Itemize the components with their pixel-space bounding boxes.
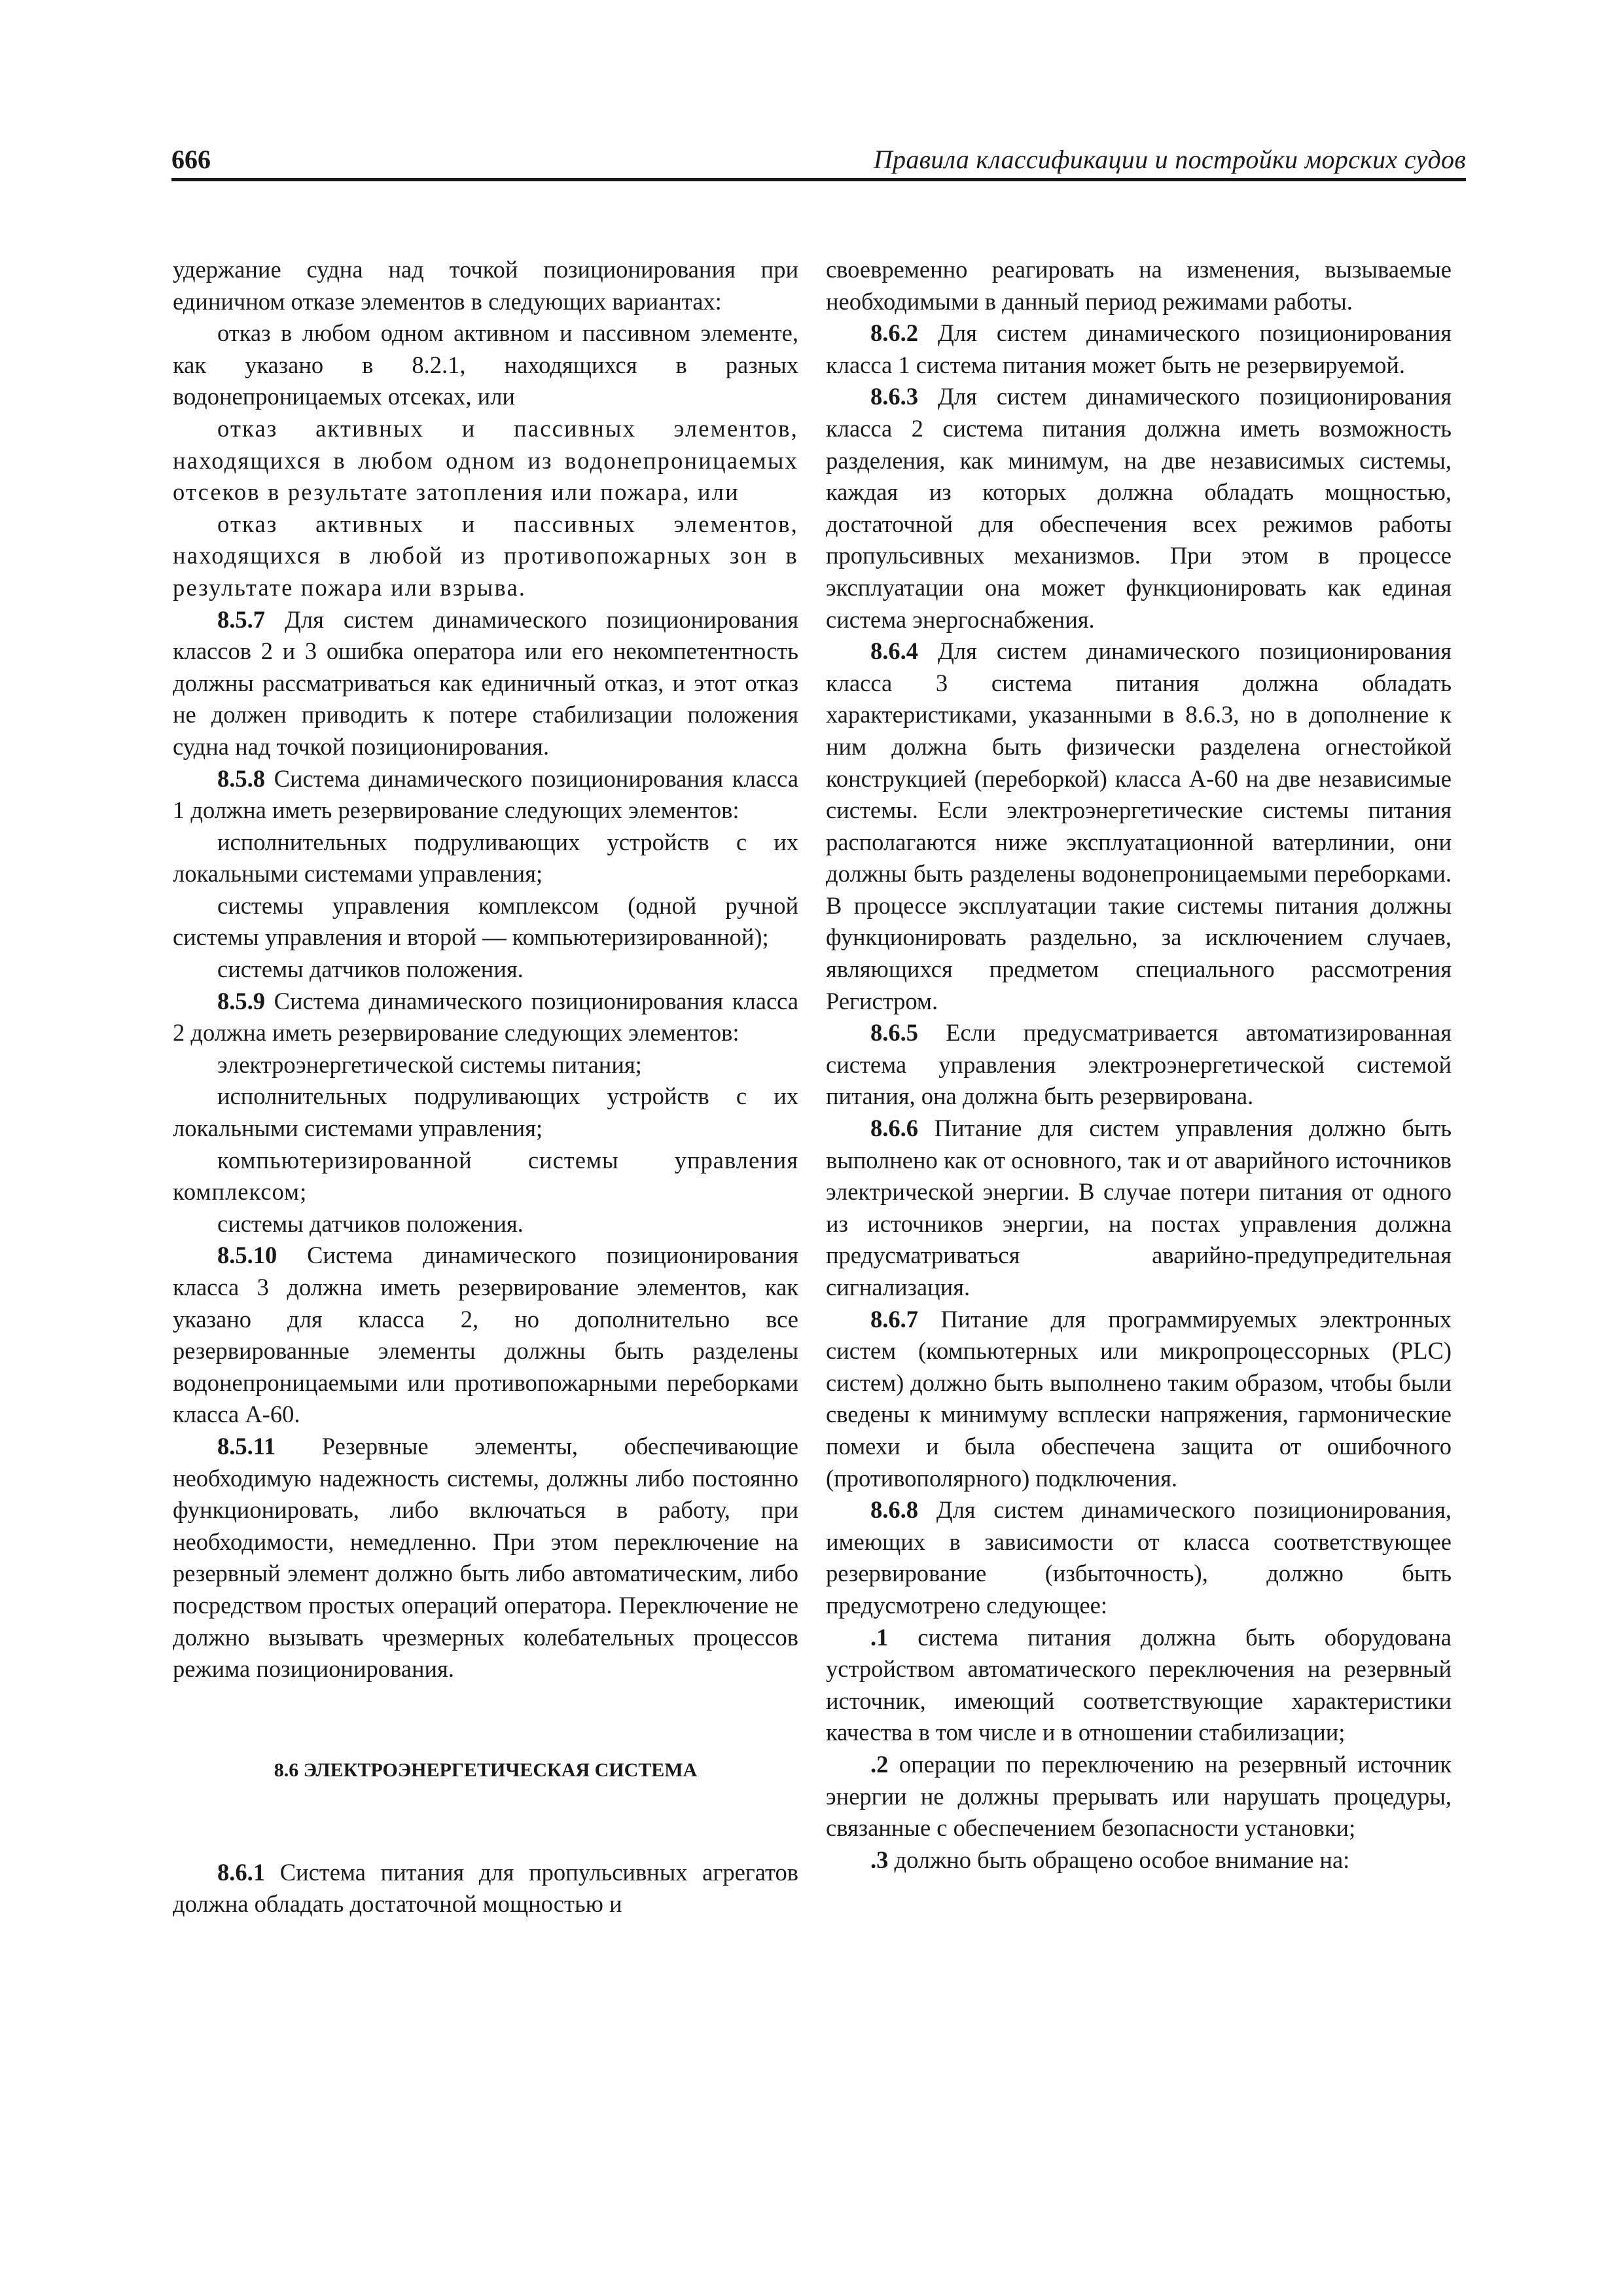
clause-number: 8.6.7 xyxy=(870,1305,918,1333)
clause-8-6-2: 8.6.2 Для систем динамического позиционирования класса 1 система питания может быть не резервируемой. xyxy=(826,319,1452,378)
paragraph: удержание судна над точкой позиционирования при единичном отказе элементов в следующих вариантах: xyxy=(173,256,798,315)
clause-8-6-6: 8.6.6 Питание для систем управления должно быть выполнено как от основного, так и от аварийного источников электрической энергии. В случае потери питания от одного из источников энергии, на постах управления должна предусматриваться аварийно-предупредительная сигнализация. xyxy=(826,1115,1452,1300)
clause-number: 8.6.8 xyxy=(870,1496,918,1524)
clause-number: 8.5.11 xyxy=(217,1432,276,1460)
list-item: системы датчиков положения. xyxy=(217,956,524,983)
clause-8-5-9: 8.5.9 Система динамического позиционирования класса 2 должна иметь резервирование следующих элементов: xyxy=(173,987,798,1047)
clause-number: 8.6.6 xyxy=(870,1115,918,1142)
sub-item-2: .2 операции по переключению на резервный источник энергии не должны прерывать или нарушать процедуры, связанные с обеспечением безопасности установки; xyxy=(826,1750,1452,1842)
item-number: .3 xyxy=(870,1846,889,1873)
clause-8-5-7: 8.5.7 Для систем динамического позиционирования классов 2 и 3 ошибка оператора или его некомпетентность должны рассматриваться как единичный отказ, и этот отказ не должен приводить к потере стабилизации положения судна над точкой позиционирования. xyxy=(173,605,798,760)
sub-item-1: .1 система питания должна быть оборудована устройством автоматического переключения на резервный источник, имеющий соответствующие характеристики качества в том числе и в отношении стабилизации; xyxy=(826,1623,1452,1746)
clause-8-6-4: 8.6.4 Для систем динамического позиционирования класса 3 система питания должна обладать характеристиками, указанными в 8.6.3, но в дополнение к ним должна быть физически разделена огнестойкой конструкцией (переборкой) класса А-60 на две независимые системы. Если электроэнергетические системы питания располагаются ниже эксплуатационной ватерлинии, они должны быть разделены водонепроницаемыми переборками. В процессе эксплуатации такие системы питания должны функционировать раздельно, за исключением случаев, являющихся предметом специального рассмотрения Регистром. xyxy=(826,637,1452,1014)
clause-8-6-5: 8.6.5 Если предусматривается автоматизированная система управления электроэнергетической системой питания, она должна быть резервирована. xyxy=(826,1019,1452,1110)
clause-number: 8.5.7 xyxy=(217,605,265,633)
paragraph: своевременно реагировать на изменения, вызываемые необходимыми в данный период режимами работы. xyxy=(826,256,1452,315)
clause-8-5-10: 8.5.10 Система динамического позиционирования класса 3 должна иметь резервирование элементов, как указано для класса 2, но дополнительно все резервированные элементы должны быть разделены водонепроницаемыми или противопожарными переборками класса А-60. xyxy=(173,1242,798,1428)
right-column xyxy=(826,254,1452,1876)
left-column xyxy=(173,254,798,1920)
clause-8-6-7: 8.6.7 Питание для программируемых электронных систем (компьютерных или микропроцессорных (PLC) систем) должно быть выполнено таким образом, чтобы были сведены к минимуму всплески напряжения, гармонические помехи и была обеспечена защита от ошибочного (противополярного) подключения. xyxy=(826,1305,1452,1492)
paragraph: отказ активных и пассивных элементов, находящихся в любом одном из водонепроницаемых отсеков в результате затопления или пожара, или xyxy=(173,414,798,506)
clause-8-6-3: 8.6.3 Для систем динамического позиционирования класса 2 система питания должна иметь возможность разделения, как минимум, на две независимых системы, каждая из которых должна обладать мощностью, достаточной для обеспечения всех режимов работы пропульсивных механизмов. При этом в процессе эксплуатации она может функционировать как единая система энергоснабжения. xyxy=(826,383,1452,633)
clause-number: 8.6.4 xyxy=(870,637,918,665)
page-header xyxy=(171,143,1466,177)
section-heading: 8.6 ЭЛЕКТРОЭНЕРГЕТИЧЕСКАЯ СИСТЕМА xyxy=(274,1759,698,1781)
header-rule xyxy=(171,178,1466,181)
paragraph: отказ активных и пассивных элементов, находящихся в любой из противопожарных зон в результате пожара или взрыва. xyxy=(173,510,798,601)
list-item: компьютеризированной системы управления комплексом; xyxy=(173,1146,798,1206)
clause-number: 8.5.10 xyxy=(217,1242,277,1269)
clause-8-6-1: 8.6.1 Система питания для пропульсивных агрегатов должна обладать достаточной мощностью и xyxy=(173,1858,798,1918)
clause-number: 8.6.5 xyxy=(870,1019,918,1047)
item-number: .2 xyxy=(870,1750,889,1778)
clause-8-6-8: 8.6.8 Для систем динамического позиционирования, имеющих в зависимости от класса соответствующее резервирование (избыточность), должно быть предусмотрено следующее: xyxy=(826,1496,1452,1619)
paragraph: отказ в любом одном активном и пассивном элементе, как указано в 8.2.1, находящихся в разных водонепроницаемых отсеках, или xyxy=(173,319,798,410)
clause-number: 8.6.3 xyxy=(870,383,918,410)
clause-number: 8.5.8 xyxy=(217,764,265,792)
list-item: системы датчиков положения. xyxy=(217,1210,524,1237)
sub-item-3: .3 должно быть обращено особое внимание на: xyxy=(870,1846,1350,1873)
page-number: 666 xyxy=(171,145,211,174)
clause-number: 8.5.9 xyxy=(217,987,265,1014)
clause-number: 8.6.2 xyxy=(870,319,918,347)
list-item: электроэнергетической системы питания; xyxy=(217,1050,642,1078)
clause-8-5-11: 8.5.11 Резервные элементы, обеспечивающие необходимую надежность системы, должны либо постоянно функционировать, либо включаться в работу, при необходимости, немедленно. При этом переключение на резервный элемент должно быть либо автоматическим, либо посредством простых операций оператора. Переключение не должно вызывать чрезмерных колебательных процессов режима позиционирования. xyxy=(173,1432,798,1683)
clause-8-5-8: 8.5.8 Система динамического позиционирования класса 1 должна иметь резервирование следующих элементов: xyxy=(173,764,798,824)
list-item: исполнительных подруливающих устройств с их локальными системами управления; xyxy=(173,828,798,888)
clause-number: 8.6.1 xyxy=(217,1858,265,1886)
item-number: .1 xyxy=(870,1623,889,1651)
list-item: исполнительных подруливающих устройств с их локальными системами управления; xyxy=(173,1083,798,1142)
running-title: Правила классификации и постройки морских судов xyxy=(873,145,1466,174)
list-item: системы управления комплексом (одной ручной системы управления и второй — компьютеризированной); xyxy=(173,891,798,951)
